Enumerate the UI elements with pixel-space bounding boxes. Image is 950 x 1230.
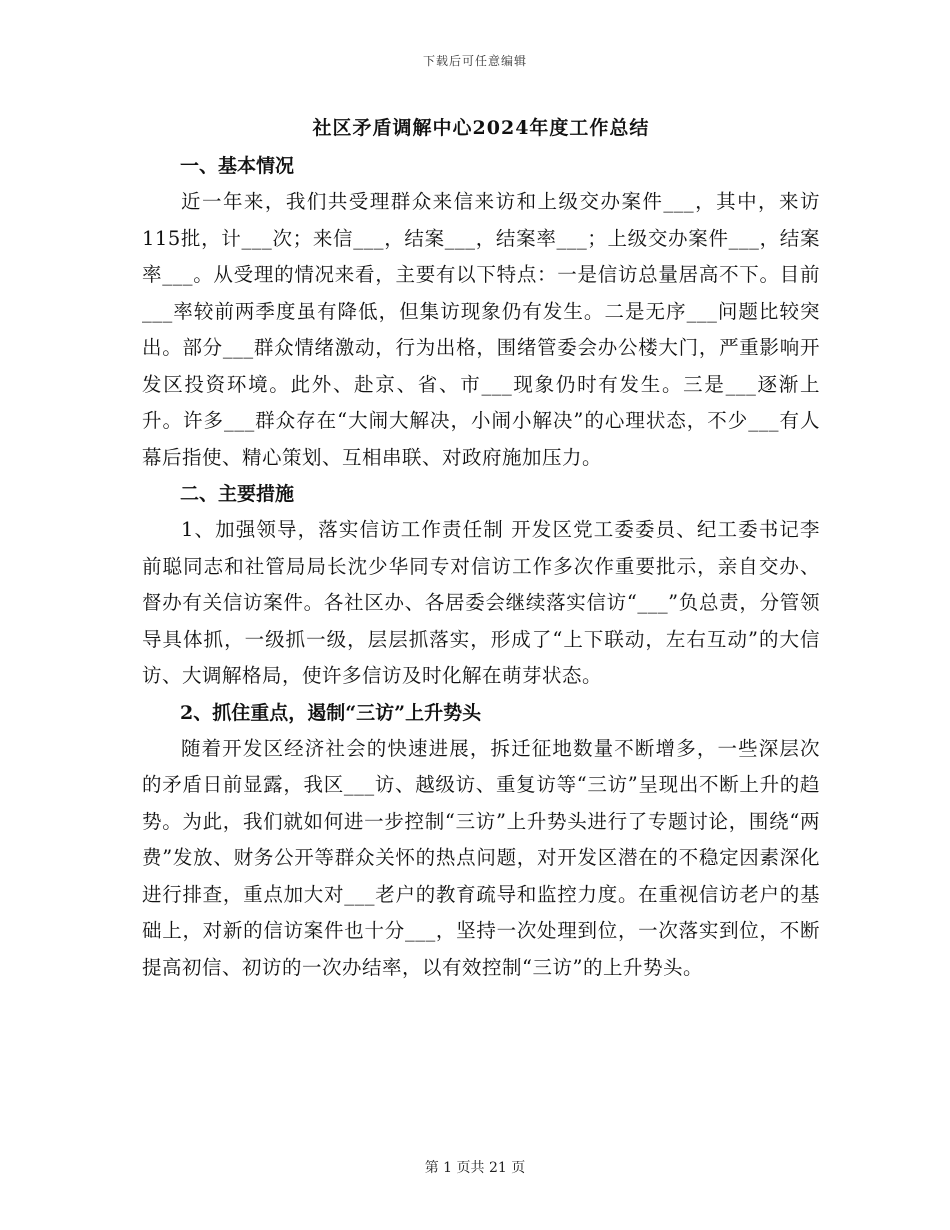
header-note: 下载后可任意编辑: [422, 54, 527, 68]
section-heading-basic-situation: 一、基本情况: [180, 155, 295, 177]
section-heading-key-focus: 2、抓住重点，遏制“三访”上升势头: [180, 701, 482, 724]
paragraph-strengthen-leadership: 1、加强领导，落实信访工作责任制 开发区党工委委员、纪工委书记李前聪同志和社管局局长沈少华同专对信访工作多次作重要批示，亲自交办、督办有关信访案件。各社区办、各居委会继续落实信访“___”负总责，分管领导具体抓，一级抓一级，层层抓落实，形成了“上下联动，左右互动”的大信访、大调解格局，使许多信访及时化解在萌芽状态。: [142, 518, 820, 687]
page-number-footer: 第 1 页共 21 页: [424, 1160, 526, 1176]
document-body: [142, 108, 820, 986]
document-title: 社区矛盾调解中心2024年度工作总结: [312, 117, 650, 139]
paragraph-basic-situation: 近一年来，我们共受理群众来信来访和上级交办案件___，其中，来访115批，计___次；来信___，结案___，结案率___；上级交办案件___，结案率___。从受理的情况来看，主要有以下特点：一是信访总量居高不下。目前___率较前两季度虽有降低，但集访现象仍有发生。二是无序___问题比较突出。部分___群众情绪激动，行为出格，围绪管委会办公楼大门，严重影响开发区投资环境。此外、赴京、省、市___现象仍时有发生。三是___逐渐上升。许多___群众存在“大闹大解决，小闹小解决”的心理状态，不少___有人幕后指使、精心策划、互相串联、对政府施加压力。: [142, 190, 820, 469]
section-heading-main-measures: 二、主要措施: [180, 483, 295, 505]
paragraph-key-focus: 随着开发区经济社会的快速进展，拆迁征地数量不断增多，一些深层次的矛盾日前显露，我区___访、越级访、重复访等“三访”呈现出不断上升的趋势。为此，我们就如何进一步控制“三访”上升势头进行了专题讨论，围绕“两费”发放、财务公开等群众关怀的热点问题，对开发区潜在的不稳定因素深化进行排查，重点加大对___老户的教育疏导和监控力度。在重视信访老户的基础上，对新的信访案件也十分___，坚持一次处理到位，一次落实到位，不断提高初信、初访的一次办结率，以有效控制“三访”的上升势头。: [142, 736, 820, 979]
